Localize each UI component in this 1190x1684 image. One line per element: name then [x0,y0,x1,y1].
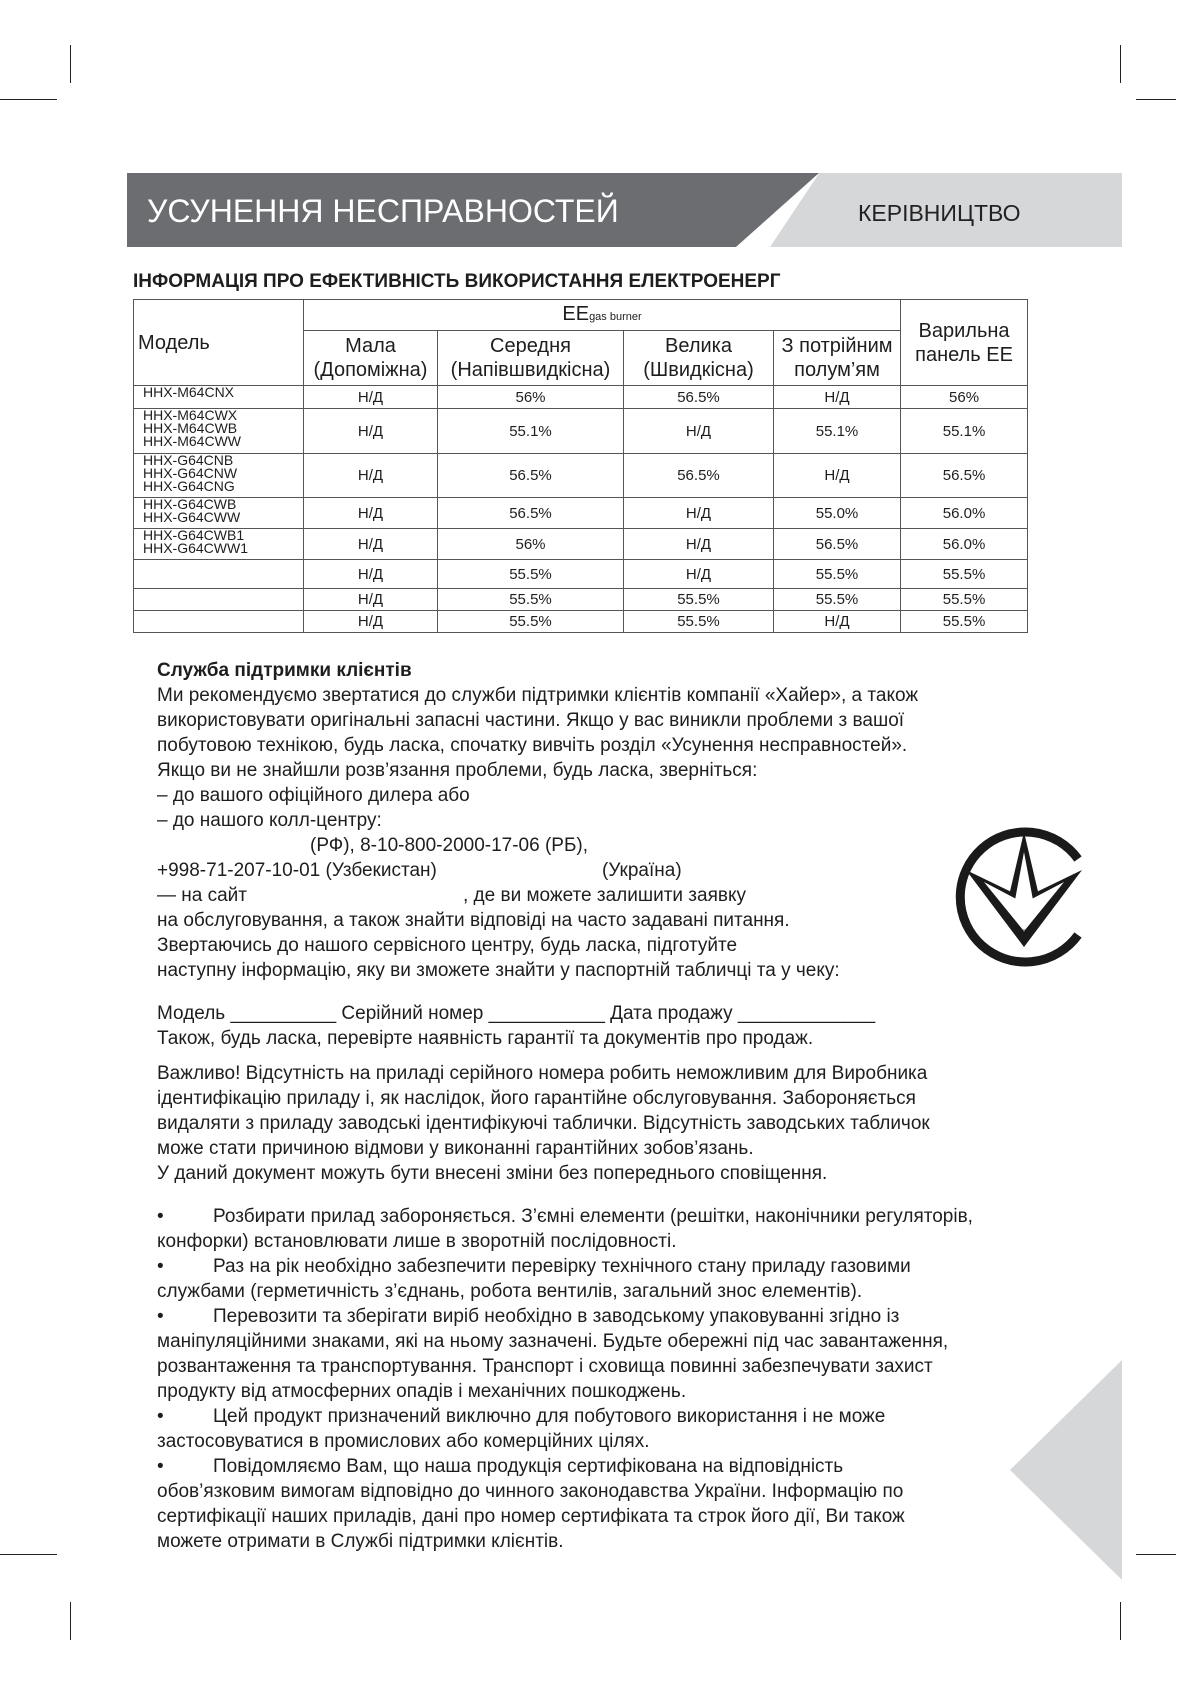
header-medium-burner [438,331,624,386]
bullet-item [157,1454,1017,1479]
header-triple-line1: З потрійним [781,335,893,357]
form-note: Також, будь ласка, перевірте наявність гарантії та документів про продаж. [157,1028,814,1049]
table-row [134,529,1028,560]
bullet-text: Повідомляємо Вам, що наша продукція сертифікована на відповідність [213,1456,844,1477]
important-line: У даний документ можуть бути внесені зміни без попереднього сповіщення. [157,1163,828,1184]
support-line: Звертаючись до нашого сервісного центру, будь ласка, підготуйте [157,935,738,956]
site-prefix: — на сайт [157,885,247,906]
bullet-text: службами (герметичність з’єднань, робота вентилів, загальний знос елементів). [157,1281,863,1302]
support-line: побутовою технікою, будь ласка, спочатку вивчіть розділ «Усунення несправностей». [157,735,908,756]
value-cell: Н/Д [304,529,438,560]
site-line [157,883,1017,908]
value-cell: 55.5% [901,560,1028,589]
value-cell: 56.5% [774,529,901,560]
value-cell: Н/Д [304,498,438,529]
header-hob-line1: Варильна [918,319,1010,342]
value-cell: 56.5% [438,454,624,498]
value-cell: 55.1% [774,409,901,454]
important-line: видаляти з приладу заводські ідентифікуючі таблички. Відсутність заводських табличок [157,1113,930,1134]
page-title: УСУНЕННЯ НЕСПРАВНОСТЕЙ [147,193,619,229]
model-name: HHX-G64CWW [143,509,241,525]
crop-mark [1120,45,1121,83]
bullet-text: конфорки) встановлювати лише в зворотній послідовності. [157,1231,677,1252]
table-row [134,454,1028,498]
ee-sub-label: gas burner [589,310,642,323]
bullet-text: Цей продукт призначений виключно для побутового використання і не може [213,1406,886,1427]
bullet-item [157,1304,1017,1329]
important-line: Важливо! Відсутність на приладі серійного номера робить неможливим для Виробника [157,1063,928,1084]
value-cell: Н/Д [774,386,901,409]
table-row [134,409,1028,454]
table-row [134,611,1028,633]
value-cell: 55.1% [438,409,624,454]
value-cell: Н/Д [304,560,438,589]
crop-mark [70,45,71,83]
model-cell [134,611,304,633]
bullet-symbol: • [157,1406,164,1427]
value-cell: Н/Д [304,386,438,409]
bullet-text: Перевозити та зберігати виріб необхідно в заводському упаковуванні згідно із [213,1306,900,1327]
model-cell [134,498,304,529]
form-line: Модель __________ Серійний номер ___________ Дата продажу _____________ [157,1003,876,1024]
bullet-text: розвантаження та транспортування. Транспорт і сховища повинні забезпечувати захист [157,1356,933,1377]
bullet-text: продукту від атмосферних опадів і механічних пошкоджень. [157,1381,687,1402]
efficiency-table [133,299,1028,633]
value-cell: Н/Д [624,560,774,589]
value-cell: 55.5% [438,611,624,633]
bullet-text: сертифікації наших приладів, дані про номер сертифіката та строк його дії, Ви також [157,1506,905,1527]
value-cell: Н/Д [304,611,438,633]
model-name: HHX-G64CNG [143,478,235,494]
header-small-line2: (Допоміжна) [313,359,428,381]
table-row [134,589,1028,611]
crop-mark [1120,1602,1121,1640]
value-cell: Н/Д [304,454,438,498]
support-line: на обслуговування, а також знайти відповіді на часто задавані питання. [157,910,790,931]
value-cell: Н/Д [774,454,901,498]
support-title: Служба підтримки клієнтів [157,660,412,681]
section-title: ІНФОРМАЦІЯ ПРО ЕФЕКТИВНІСТЬ ВИКОРИСТАННЯ ЕЛЕКТРОЕНЕРГ [133,271,781,292]
crop-mark [0,1554,57,1555]
model-name: HHX-M64CNX [143,384,235,400]
crop-mark [0,99,57,100]
table-row [134,386,1028,409]
model-name: HHX-G64CNW [143,465,238,481]
model-name: HHX-G64CWB1 [143,527,245,543]
bullet-symbol: • [157,1256,164,1277]
corner-triangle [1010,1360,1122,1580]
header-model [134,300,304,386]
phone-line-1 [157,833,1017,858]
support-section [157,658,1017,1554]
ee-label: EE [562,302,590,325]
value-cell: 55.1% [901,409,1028,454]
value-cell: 55.5% [901,611,1028,633]
value-cell: 55.0% [774,498,901,529]
support-line: Ми рекомендуємо звертатися до служби підтримки клієнтів компанії «Хайер», а також [157,685,919,706]
support-line: Якщо ви не знайшли розв’язання проблеми, будь ласка, зверніться: [157,760,758,781]
model-cell [134,386,304,409]
header-medium-line1: Середня [490,335,571,357]
value-cell: 56% [438,386,624,409]
value-cell: 55.5% [438,560,624,589]
table-row [134,498,1028,529]
bullet-text: застосовуватися в промислових або комерційних цілях. [157,1431,650,1452]
value-cell: 55.5% [624,611,774,633]
value-cell: Н/Д [624,498,774,529]
page-subtitle: КЕРІВНИЦТВО [858,200,1021,226]
bullet-text: маніпуляційними знаками, які на ньому зазначені. Будьте обережні під час завантаження, [157,1331,949,1352]
spacer [157,983,1017,1001]
model-name: HHX-G64CNB [143,452,234,468]
support-line: наступну інформацію, яку ви зможете знайти у паспортній табличці та у чеку: [157,960,840,981]
header-small-burner [304,331,438,386]
model-cell [134,589,304,611]
value-cell: 55.5% [901,589,1028,611]
value-cell: 55.5% [624,589,774,611]
model-cell [134,454,304,498]
crop-mark [1136,99,1176,100]
header-large-burner [624,331,774,386]
header-triple-burner [774,331,901,386]
important-line: ідентифікацію приладу і, як наслідок, його гарантійне обслуговування. Забороняється [157,1088,916,1109]
header-ee-group [304,300,901,331]
bullet-text: можете отримати в Службі підтримки клієнтів. [157,1531,564,1552]
model-name: HHX-M64CWX [143,407,238,423]
value-cell: 55.5% [438,589,624,611]
bullet-symbol: • [157,1206,164,1227]
table-row [134,560,1028,589]
support-line: використовувати оригінальні запасні частини. Якщо у вас виникли проблеми з вашої [157,710,905,731]
header-medium-line2: (Напівшвидкісна) [450,359,611,381]
support-line: – до нашого колл-центру: [157,810,382,831]
important-line: може стати причиною відмови у виконанні гарантійних зобов’язань. [157,1138,754,1159]
bullet-item [157,1404,1017,1429]
bullet-text: обов’язковим вимогам відповідно до чинного законодавства України. Інформацію по [157,1481,904,1502]
phone-ru-by: (РФ), 8-10-800-2000-17-06 (РБ), [310,835,589,856]
model-name: HHX-G64CWW1 [143,540,249,556]
value-cell: Н/Д [624,409,774,454]
value-cell: Н/Д [304,589,438,611]
bullet-item [157,1204,1017,1229]
model-cell [134,409,304,454]
bullet-item [157,1254,1017,1279]
value-cell: 56.0% [901,529,1028,560]
header-hob-line2: панель EE [915,343,1013,366]
model-name: HHX-M64CWW [143,433,241,449]
site-suffix: , де ви можете залишити заявку [463,885,746,906]
model-name: HHX-M64CWB [143,420,238,436]
bullet-symbol: • [157,1306,164,1327]
header-model-label: Модель [138,331,210,354]
bullet-text: Розбирати прилад забороняється. З’ємні елементи (решітки, наконічники регуляторів, [213,1206,973,1227]
crop-mark [1136,1554,1176,1555]
bullet-symbol: • [157,1456,164,1477]
header-small-line1: Мала [345,335,396,357]
support-line: – до вашого офіційного дилера або [157,785,470,806]
header-large-line1: Велика [665,335,732,357]
header-hob-ee [901,300,1028,386]
header-large-line2: (Швидкісна) [643,359,754,381]
header-triple-line2: полум’ям [794,359,880,381]
phone-uz: +998-71-207-10-01 (Узбекистан) [157,860,437,881]
value-cell: Н/Д [774,611,901,633]
value-cell: 55.5% [774,589,901,611]
conformity-mark-icon [950,822,1100,972]
spacer [157,1051,1017,1061]
phone-ua: (Україна) [602,860,682,881]
value-cell: 56.5% [438,498,624,529]
value-cell: 56.0% [901,498,1028,529]
value-cell: 56.5% [624,454,774,498]
model-cell [134,529,304,560]
bullet-text: Раз на рік необхідно забезпечити перевірку технічного стану приладу газовими [213,1256,911,1277]
crop-mark [70,1602,71,1640]
value-cell: Н/Д [624,529,774,560]
phone-line-2 [157,858,1017,883]
model-name: HHX-G64CWB [143,496,237,512]
model-cell [134,560,304,589]
value-cell: Н/Д [304,409,438,454]
value-cell: 56.5% [901,454,1028,498]
value-cell: 55.5% [774,560,901,589]
value-cell: 56.5% [624,386,774,409]
value-cell: 56% [901,386,1028,409]
spacer [157,1186,1017,1204]
value-cell: 56% [438,529,624,560]
